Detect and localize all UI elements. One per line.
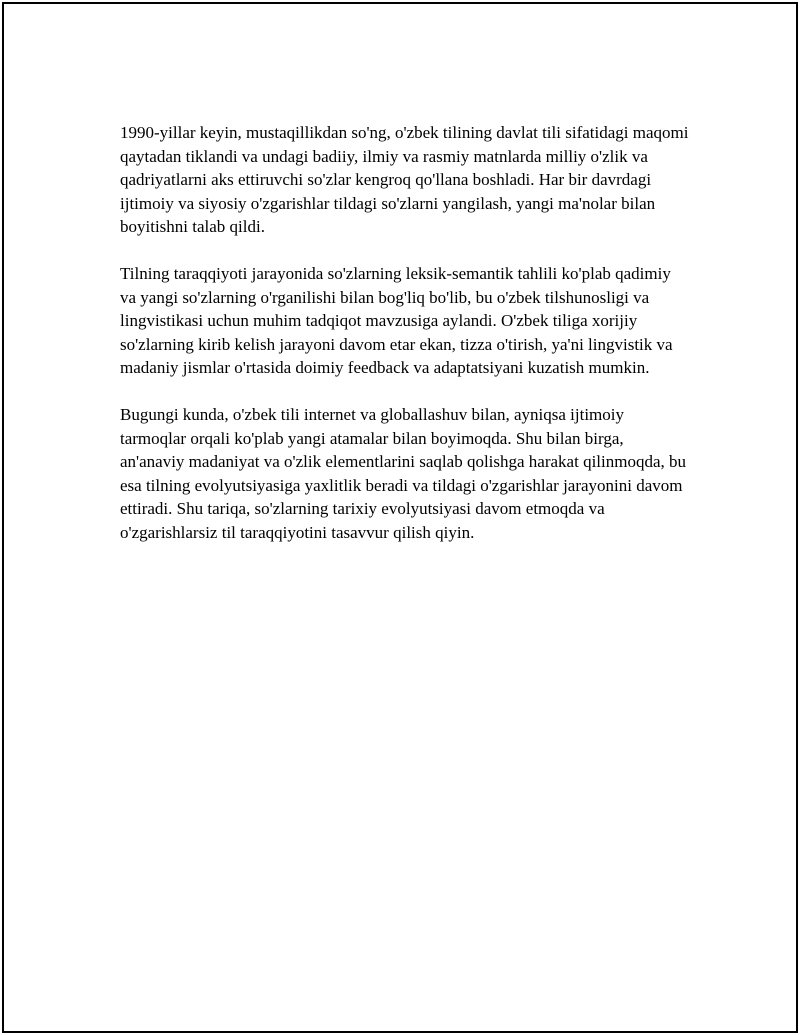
document-body [120,121,690,568]
paragraph-2: Tilning taraqqiyoti jarayonida so'zlarning leksik-semantik tahlili ko'plab qadimiy va yangi so'zlarning o'rganilishi bilan bog'liq bo'lib, bu o'zbek tilshunosligi va lingvistikasi uchun muhim tadqiqot mavzusiga aylandi. O'zbek tiliga xorijiy so'zlarning kirib kelish jarayoni davom etar ekan, tizza o'tirish, ya'ni lingvistik va madaniy jismlar o'rtasida doimiy feedback va adaptatsiyani kuzatish mumkin. [120,264,673,377]
paragraph-1: 1990-yillar keyin, mustaqillikdan so'ng, o'zbek tilining davlat tili sifatidagi maqomi qaytadan tiklandi va undagi badiiy, ilmiy va rasmiy matnlarda milliy o'zlik va qadriyatlarni aks ettiruvchi so'zlar kengroq qo'llana boshladi. Har bir davrdagi ijtimoiy va siyosiy o'zgarishlar tildagi so'zlarni yangilash, yangi ma'nolar bilan boyitishni talab qildi. [120,123,689,236]
paragraph-3: Bugungi kunda, o'zbek tili internet va globallashuv bilan, ayniqsa ijtimoiy tarmoqlar orqali ko'plab yangi atamalar bilan boyimoqda. Shu bilan birga, an'anaviy madaniyat va o'zlik elementlarini saqlab qolishga harakat qilinmoqda, bu esa tilning evolyutsiyasiga yaxlitlik beradi va tildagi o'zgarishlar jarayonini davom ettiradi. Shu tariqa, so'zlarning tarixiy evolyutsiyasi davom etmoqda va o'zgarishlarsiz til taraqqiyotini tasavvur qilish qiyin. [120,405,687,542]
document-page [2,2,798,1033]
